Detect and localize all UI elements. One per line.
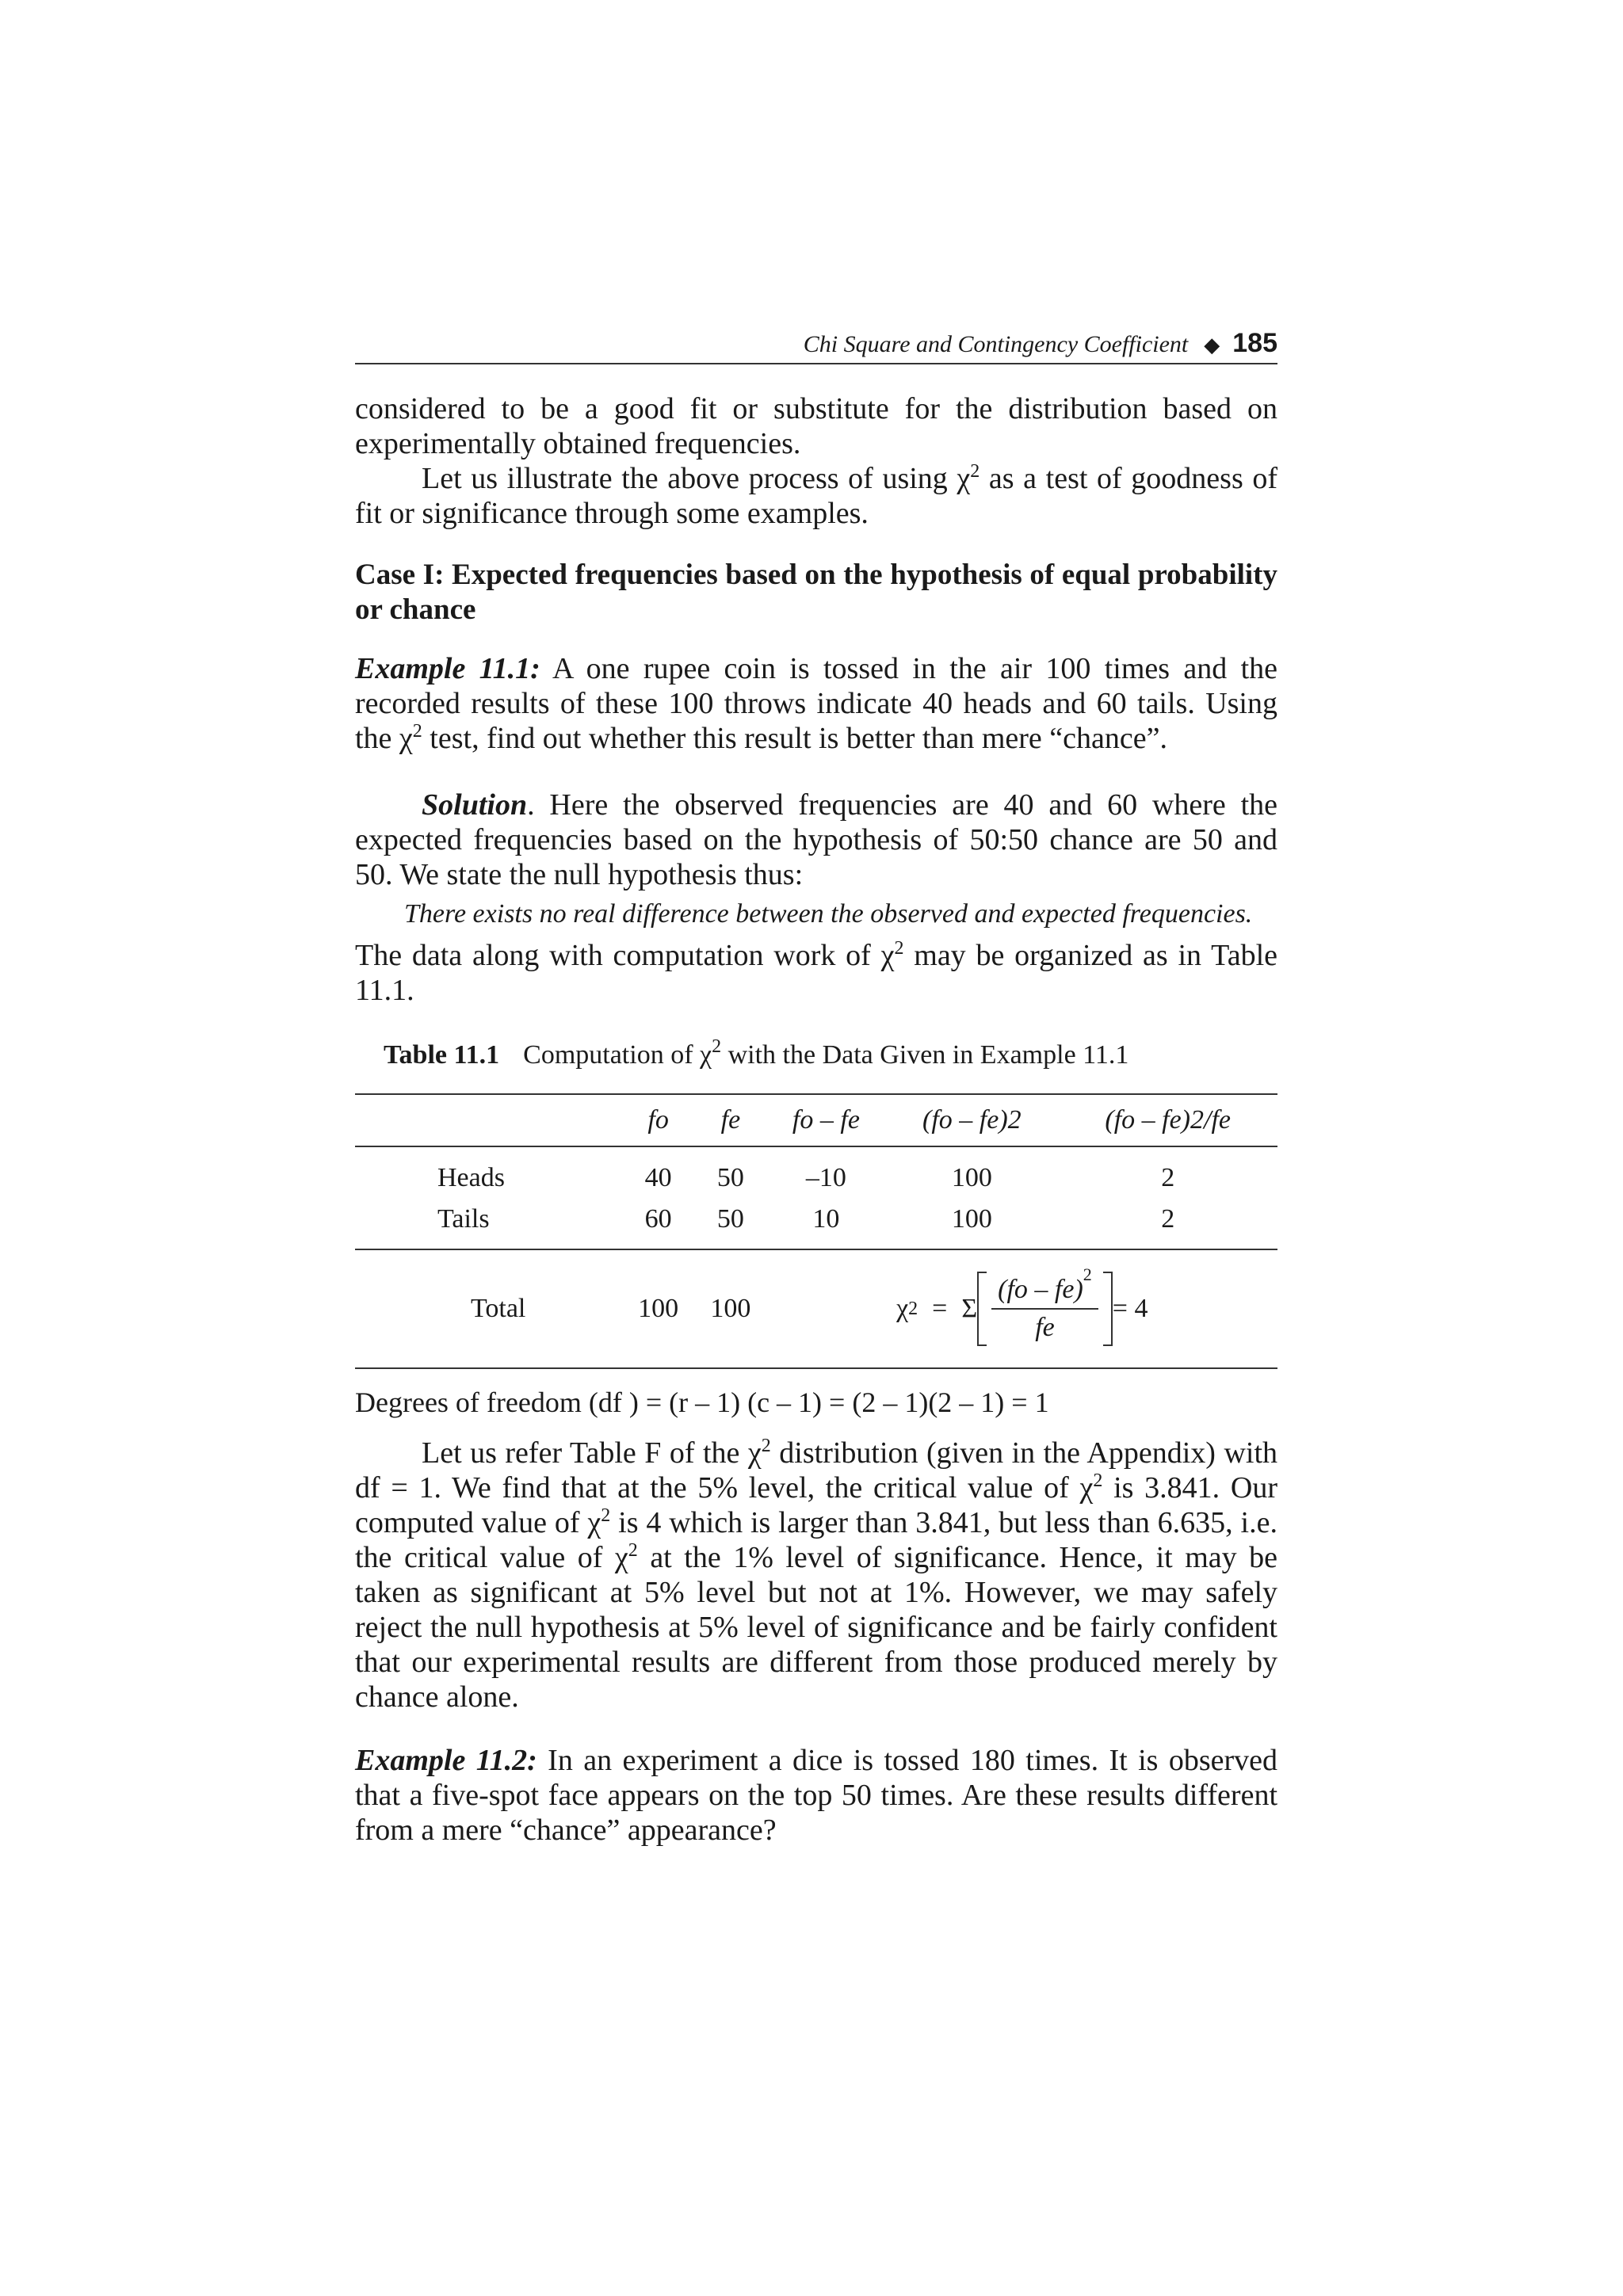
table-header-row [355, 1094, 1277, 1146]
paragraph-illustrate: Let us illustrate the above process of using $\chi^2$ as a test of goodness of fit or significance through some examples. [355, 461, 1277, 530]
table-cell: Heads [437, 1163, 505, 1192]
example-11-1: Example 11.1: A one rupee coin is tossed in the air 100 times and the recorded results of these 100 throws indicate 40 heads and 60 tails. Using the $\chi^2$ test, find out whether this result is better than mere “chance”. [355, 652, 1277, 755]
formula-denominator: fe [1035, 1313, 1055, 1342]
running-header [355, 323, 1277, 364]
example-label: Example 11.2: [355, 1744, 537, 1777]
paragraph-discussion: Let us refer Table F of the $\chi^2$ distribution (given in the Appendix) with df = 1. We find that at the 5% level, the critical value of $\chi^2$ is 3.841. Our computed value of $\chi^2$ is 4 which is larger than 3.841, but less than 6.635, i.e. the critical value of $\chi^2$ at the 1% level of significance. Hence, it may be taken as significant at 5% level but not at 1%. However, we may safely reject the null hypothesis at 5% level of significance and be fairly confident that our experimental results are different from those produced merely by chance alone. [355, 1436, 1278, 1714]
table-number: Table 11.1 [384, 1040, 500, 1070]
paragraph-continuation: considered to be a good fit or substitute for the distribution based on experimentally obtained frequencies. [355, 392, 1277, 460]
example-11-2: Example 11.2: In an experiment a dice is tossed 180 times. It is observed that a five-spot face appears on the top 50 times. Are these results different from a mere “chance” appearance? [355, 1744, 1277, 1847]
table-header-cell [355, 1094, 622, 1146]
solution-label: Solution [422, 788, 528, 822]
table-cell: 100 [951, 1204, 992, 1234]
formula-numerator: (fo – fe)$^2$ [991, 1275, 1098, 1310]
page-number: 185 [1232, 328, 1277, 358]
table-cell: 50 [716, 1163, 744, 1192]
formula-fraction [991, 1264, 1098, 1343]
total-fe: 100 [710, 1294, 751, 1323]
chi-square-formula: χ 2 = Σ $\frac{(fo - fe)^2}{fe}$ = 4 [896, 1272, 1148, 1346]
table-cell: 60 [644, 1204, 672, 1234]
table-total-row [355, 1249, 1277, 1368]
example-label: Example 11.1: [355, 652, 540, 685]
paragraph-organize: The data along with computation work of $\chi^2$ may be organized as in Table 11.1. [355, 938, 1277, 1007]
table-header-cell: fo [647, 1105, 669, 1135]
degrees-of-freedom: Degrees of freedom (df ) = (r – 1) (c – 1) = (2 – 1)(2 – 1) = 1 [355, 1386, 1049, 1418]
table-caption: Table 11.1 Computation of $\chi^2$ with the Data Given in Example 11.1 [384, 1036, 1129, 1070]
table-cell: 2 [1161, 1163, 1175, 1192]
table-cell: 40 [644, 1163, 672, 1192]
table-cell: 100 [951, 1163, 992, 1192]
page-content [355, 323, 1277, 1848]
table-row [355, 1199, 1277, 1249]
chi-square-formula-cell [767, 1249, 1277, 1368]
computation-table [355, 1093, 1277, 1369]
table-header-cell: (fo – fe)2 [922, 1105, 1022, 1135]
table-cell: Tails [437, 1204, 490, 1234]
total-fo: 100 [638, 1294, 679, 1323]
table-cell: 50 [716, 1204, 744, 1234]
table-header-cell: fo – fe [792, 1105, 860, 1135]
chapter-title: Chi Square and Contingency Coefficient [803, 331, 1189, 357]
formula-result: = 4 [1112, 1294, 1148, 1323]
solution-paragraph: Solution. Here the observed frequencies are 40 and 60 where the expected frequencies based on the hypothesis of 50:50 chance are 50 and 50. We state the null hypothesis thus: [355, 788, 1277, 891]
table-row [355, 1146, 1277, 1199]
table-cell: 10 [812, 1204, 840, 1234]
table-header-cell: (fo – fe)2/fe [1105, 1105, 1231, 1135]
sigma-symbol: Σ [961, 1294, 978, 1323]
null-hypothesis: There exists no real difference between the observed and expected frequencies. [404, 899, 1253, 929]
case-heading: Case I: Expected frequencies based on the hypothesis of equal probability or chance [355, 559, 1277, 626]
table-header-cell: fe [720, 1105, 741, 1135]
table-cell: –10 [805, 1163, 846, 1192]
total-label: Total [471, 1294, 526, 1323]
diamond-icon: ◆ [1204, 334, 1220, 357]
table-cell: 2 [1161, 1204, 1175, 1234]
